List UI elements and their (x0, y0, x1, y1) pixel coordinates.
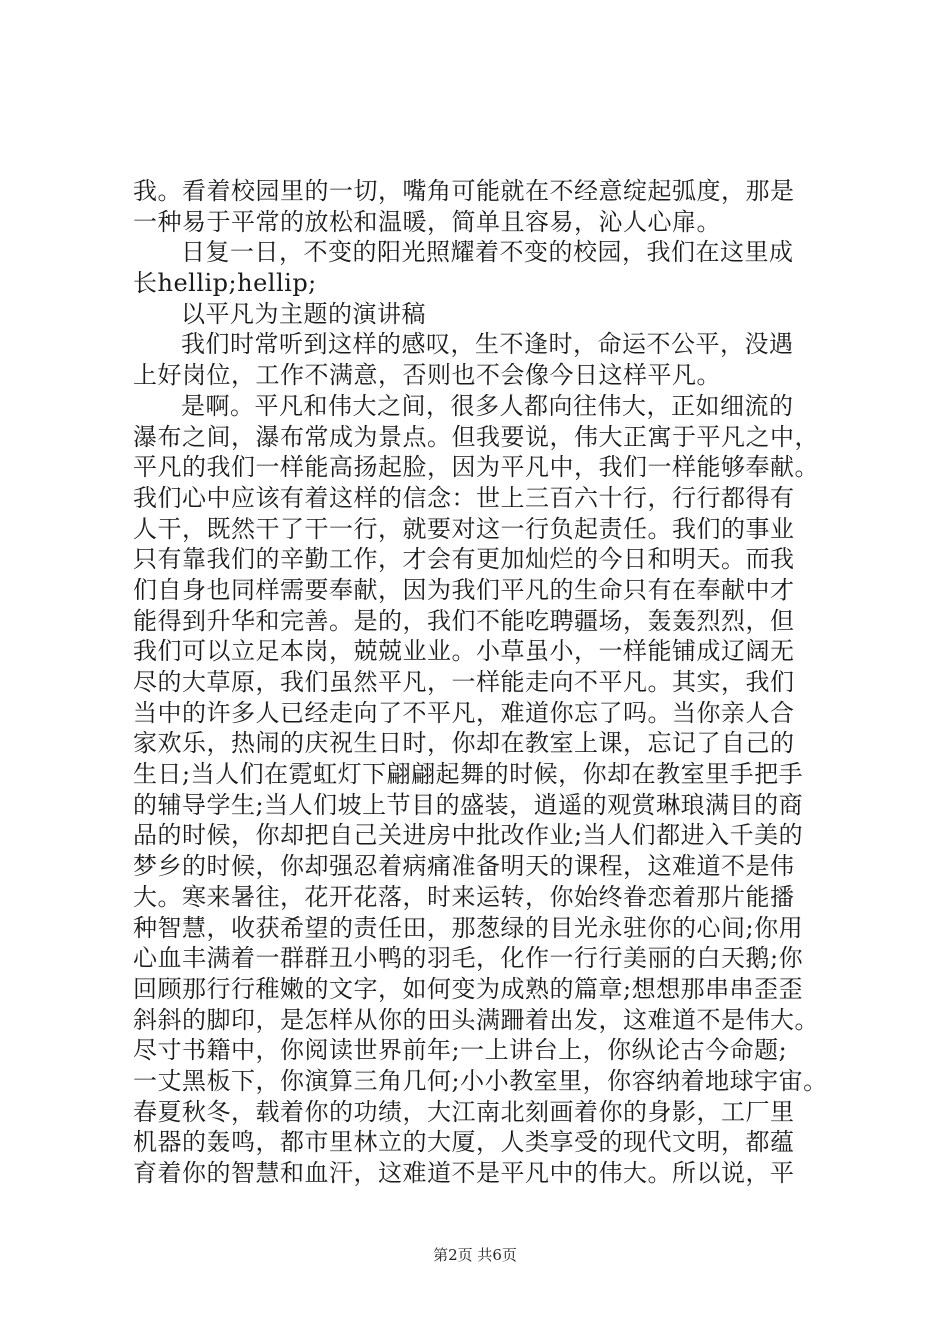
text-line: 上好岗位，工作不满意，否则也不会像今日这样平凡。 (133, 361, 721, 390)
text-line: 日复一日，不变的阳光照耀着不变的校园，我们在这里成 (181, 238, 794, 267)
text-line: 我们心中应该有着这样的信念：世上三百六十行，行行都得有 (133, 483, 795, 512)
page-number-footer: 第2页 共6页 (433, 1246, 517, 1264)
text-line: 育着你的智慧和血汗，这难道不是平凡中的伟大。所以说，平 (133, 1159, 795, 1187)
text-line: 人干，既然干了干一行，就要对这一行负起责任。我们的事业 (133, 514, 795, 543)
text-line: 只有靠我们的辛勤工作，才会有更加灿烂的今日和明天。而我 (133, 545, 795, 574)
text-line: 们自身也同样需要奉献，因为我们平凡的生命只有在奉献中才 (133, 575, 795, 604)
text-line: 当中的许多人已经走向了不平凡，难道你忘了吗。当你亲人合 (133, 698, 795, 727)
text-line: 我们时常听到这样的感叹，生不逢时，命运不公平，没遇 (181, 330, 794, 359)
text-line: 大。寒来暑往，花开花落，时来运转，你始终眷恋着那片能播 (133, 882, 795, 911)
text-line: 我。看着校园里的一切，嘴角可能就在不经意绽起弧度，那是 (133, 177, 795, 205)
text-line: 品的时候，你却把自己关进房中批改作业;当人们都进入千美的 (133, 821, 804, 850)
text-line: 能得到升华和完善。是的，我们不能吃聘疆场，轰轰烈烈，但 (133, 606, 795, 635)
text-line: 春夏秋冬，载着你的功绩，大江南北刻画着你的身影，工厂里 (133, 1097, 795, 1126)
text-line: 心血丰满着一群群丑小鸭的羽毛，化作一行行美丽的白天鹅;你 (133, 944, 804, 973)
text-line: 瀑布之间，瀑布常成为景点。但我要说，伟大正寓于平凡之中， (133, 422, 819, 451)
text-line: 我们可以立足本岗，兢兢业业。小草虽小，一样能铺成辽阔无 (133, 637, 795, 666)
text-line: 回顾那行行稚嫩的文字，如何变为成熟的篇章;想想那串串歪歪 (133, 974, 804, 1003)
text-line: 尽寸书籍中，你阅读世界前年;一上讲台上，你纵论古今命题; (133, 1036, 788, 1065)
text-line: 尽的大草原，我们虽然平凡，一样能走向不平凡。其实，我们 (133, 668, 795, 696)
text-line: 是啊。平凡和伟大之间，很多人都向往伟大，正如细流的 (181, 391, 794, 420)
text-line: 梦乡的时候，你却强忍着病痛准备明天的课程，这难道不是伟 (133, 852, 795, 881)
text-line: 家欢乐，热闹的庆祝生日时，你却在教室上课，忘记了自己的 (133, 729, 795, 758)
text-line: 生日;当人们在霓虹灯下翩翩起舞的时候，你却在教室里手把手 (133, 760, 804, 789)
text-line: 平凡的我们一样能高扬起脸，因为平凡中，我们一样能够奉献。 (133, 453, 819, 482)
document-body (133, 176, 873, 1189)
text-line: 一种易于平常的放松和温暖，简单且容易，沁人心扉。 (133, 207, 721, 236)
text-line: 种智慧，收获希望的责任田，那葱绿的目光永驻你的心间;你用 (133, 913, 804, 942)
section-title: 以平凡为主题的演讲稿 (181, 299, 426, 328)
text-line: 机器的轰鸣，都市里林立的大厦，人类享受的现代文明，都蕴 (133, 1128, 795, 1157)
text-line: 的辅导学生;当人们坡上节目的盛装，逍遥的观赏琳琅满目的商 (133, 790, 804, 819)
text-line: 一丈黑板下，你演算三角几何;小小教室里，你容纳着地球宇宙。 (133, 1066, 828, 1095)
text-line: 长hellip;hellip; (133, 269, 317, 298)
text-line: 斜斜的脚印，是怎样从你的田头满跚着出发，这难道不是伟大。 (133, 1005, 819, 1034)
